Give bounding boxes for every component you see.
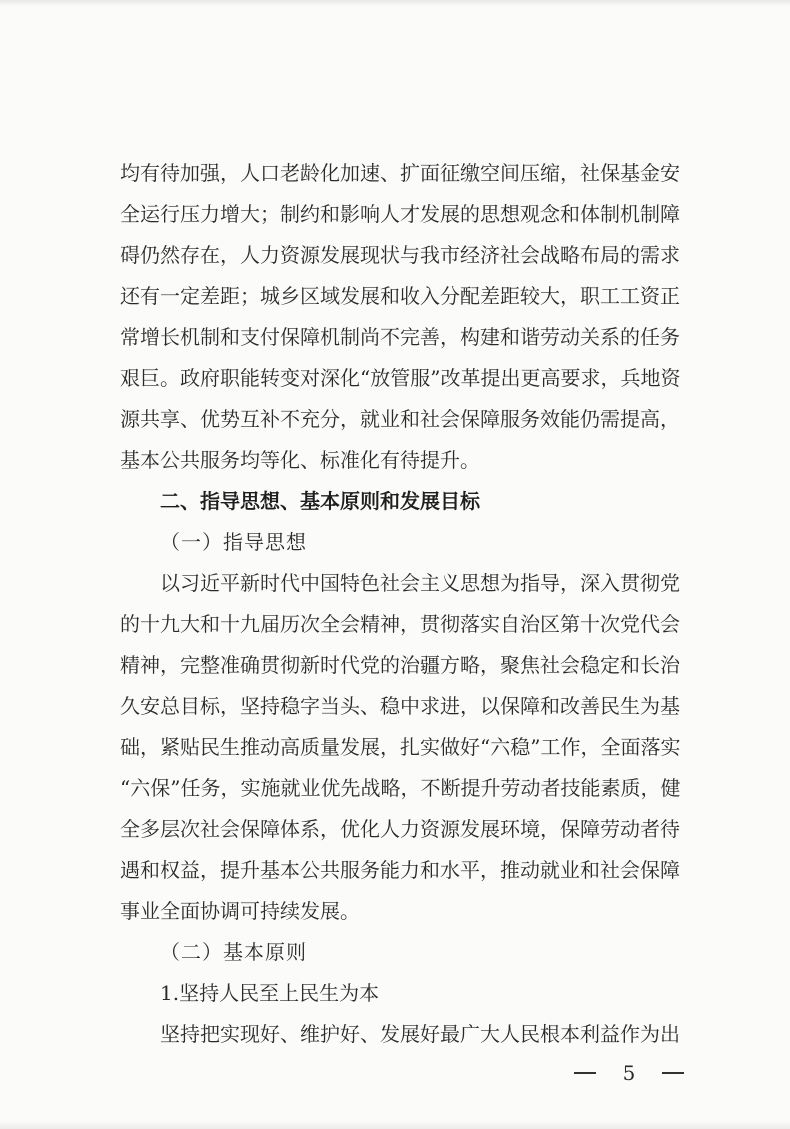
page-number-value: 5 — [622, 1061, 636, 1085]
paragraph-line: 的十九大和十九届历次全会精神，贯彻落实自治区第十次党代会 — [120, 612, 680, 636]
paragraph-line: 均有待加强，人口老龄化加速、扩面征缴空间压缩，社保基金安 — [120, 161, 680, 185]
paragraph-line: 坚持把实现好、维护好、发展好最广大人民根本利益作为出 — [160, 1022, 680, 1046]
scan-edge-top — [0, 0, 790, 6]
paragraph-line: 常增长机制和支付保障机制尚不完善，构建和谐劳动关系的任务 — [120, 325, 680, 349]
paragraph-line: 艰巨。政府职能转变对深化“放管服”改革提出更高要求，兵地资 — [120, 366, 681, 390]
paragraph-line: 全运行压力增大；制约和影响人才发展的思想观念和体制机制障 — [120, 202, 680, 226]
paragraph-line: 基本公共服务均等化、标准化有待提升。 — [120, 448, 480, 472]
page-number-dash-right — [662, 1072, 684, 1074]
page-number-dash-left — [574, 1072, 596, 1074]
paragraph-line: 以习近平新时代中国特色社会主义思想为指导，深入贯彻党 — [160, 571, 680, 595]
paragraph-line: 源共享、优势互补不充分，就业和社会保障服务效能仍需提高， — [120, 407, 680, 431]
paragraph-line: “六保”任务，实施就业优先战略，不断提升劳动者技能素质，健 — [120, 776, 681, 800]
subsection-heading: （二）基本原则 — [160, 940, 307, 964]
paragraph-line: 碍仍然存在，人力资源发展现状与我市经济社会战略布局的需求 — [120, 243, 680, 267]
page-number — [574, 1061, 684, 1085]
subsection-heading: （一）指导思想 — [160, 530, 307, 554]
scan-edge-bottom — [0, 1121, 790, 1129]
paragraph-line: 久安总目标，坚持稳字当头、稳中求进，以保障和改善民生为基 — [120, 694, 680, 718]
principle-title: 1.坚持人民至上民生为本 — [160, 981, 380, 1005]
section-heading: 二、指导思想、基本原则和发展目标 — [160, 489, 480, 513]
paragraph-line: 精神，完整准确贯彻新时代党的治疆方略，聚焦社会稳定和长治 — [120, 653, 680, 677]
paragraph-line: 础，紧贴民生推动高质量发展，扎实做好“六稳”工作，全面落实 — [120, 735, 681, 759]
paragraph-line: 还有一定差距；城乡区域发展和收入分配差距较大，职工工资正 — [120, 284, 680, 308]
paragraph-line: 遇和权益，提升基本公共服务能力和水平，推动就业和社会保障 — [120, 858, 680, 882]
paragraph-line: 事业全面协调可持续发展。 — [120, 899, 360, 923]
paragraph-line: 全多层次社会保障体系，优化人力资源发展环境，保障劳动者待 — [120, 817, 680, 841]
